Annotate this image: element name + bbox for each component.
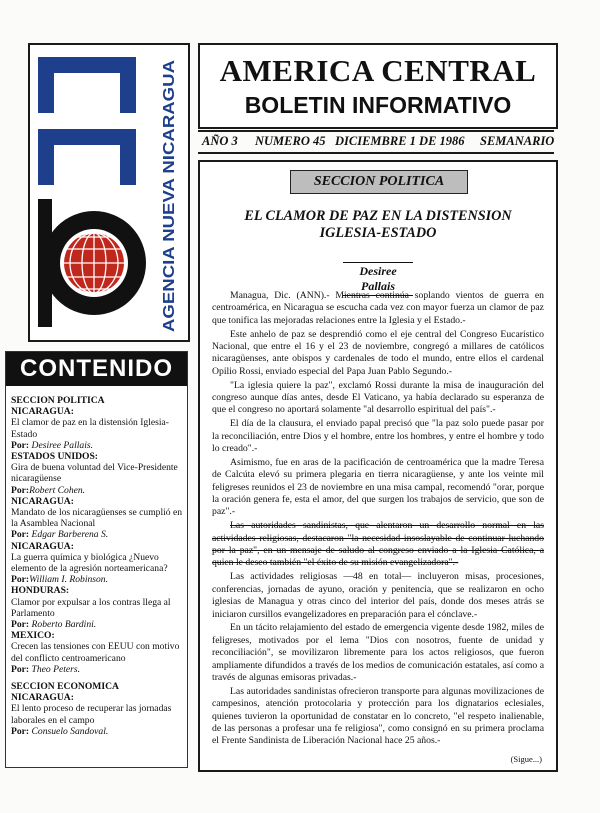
article-paragraph: Asimismo, fue en aras de la pacificación de centroamérica que la madre Teresa de Calcúta elevó su primera plegaria en tierra nicaragüense, y ante los veinte mil feligreses reunidos el 23 de noviembre en una misa campal, recomendó "orar, porque la oración genera fe, esta el amor, del que surgen los trabajos de servicio, que son de paz".- — [212, 456, 544, 518]
contents-entry — [11, 630, 183, 675]
contents-section: SECCION POLITICA — [11, 395, 105, 406]
article-paragraph: El día de la clausura, el enviado papal precisó que "la paz solo puede pasar por la reconciliación, entre Dios y el hombre, entre los hombres, y entre el hombre y todo lo creado".- — [212, 418, 544, 455]
article-paragraph: Managua, Dic. (ANN).- Mientras continúa soplando vientos de guerra en centroamérica, en Nicaragua se escucha cada vez con mayor fuerza un clamor de paz que tonifica las mejoradas relaciones entre la Iglesia y el Estado.- — [212, 290, 544, 326]
article-body — [212, 290, 544, 749]
contents-title: Mandato de los nicaragüenses se cumplió en la Asamblea Nacional — [11, 507, 183, 530]
contents-entry — [11, 681, 183, 737]
publication-subtitle: BOLETIN INFORMATIVO — [244, 92, 512, 118]
svg-text:AGENCIA NUEVA NICARAGUA: AGENCIA NUEVA NICARAGUA — [161, 105, 178, 332]
contents-author: Por: Roberto Bardini. — [11, 619, 97, 631]
article-headline — [200, 208, 556, 242]
headline-line-1: EL CLAMOR DE PAZ EN LA DISTENSION — [244, 208, 512, 224]
publication-title: AMERICA CENTRAL — [219, 53, 537, 88]
contents-country: NICARAGUA: — [11, 406, 74, 418]
contents-title: Crecen las tensiones con EEUU con motivo del conflicto centroamericano — [11, 641, 180, 664]
headline-line-2: IGLESIA-ESTADO — [319, 225, 437, 241]
contents-author: Por: Desiree Pallais. — [11, 439, 93, 451]
issue-year: AÑO 3 — [202, 134, 238, 148]
article-paragraph: En un tácito relajamiento del estado de emergencia vigente desde 1982, miles de feligreses, motivados por el lema "Dios con nosotros, fuente de unidad y reconciliación", se movilizaron libremente para los actos religiosos, que fueron ampliamente difundidos a través de los medios de comunicación estatales, así como a través de algunas emisoras privadas.- — [212, 622, 544, 683]
section-tag: SECCION POLITICA — [290, 170, 468, 194]
contents-entry — [11, 395, 183, 451]
article-paragraph: Las autoridades sandinistas, que alentaron un desarrollo normal en las actividades religiosas, destacaron "la necesidad insoslayable de continuar luchando por la paz", en un mensaje de saludo al congreso enviado a la Iglesia Católica, a quien le deseo también "el éxito de su misión evangelizadora".- — [212, 520, 544, 569]
contents-country: NICARAGUA: — [11, 540, 74, 552]
contents-author: Por:Robert Cohen. — [11, 484, 86, 496]
contents-title: La guerra química y biológica ¿Nuevo elemento de la agresión norteamericana? — [11, 551, 168, 575]
article-paragraph: Las actividades religiosas —48 en total— incluyeron misas, procesiones, conferencias, jornadas de ayuno, oración y penitencia, que se realizaron en ocho iglesias de Managua y otras cinco del interior del país, donde dos meses atrás se iniciaron cursillos evangelizadores en preparación para el cónclave.- — [212, 571, 544, 620]
contents-title: Clamor por expulsar a los contras llega al Parlamento — [11, 596, 171, 619]
contents-author: Por:William I. Robinson. — [11, 574, 109, 586]
contents-country: HONDURAS: — [11, 585, 70, 597]
contents-title: El lento proceso de recuperar las jornadas laborales en el campo — [11, 703, 172, 726]
article-paragraph: Las autoridades sandinistas ofrecieron transporte para algunas movilizaciones de campesinos, atención protocolaria y protección para los dignatarios eclesiales, quienes tuvieron la oportunidad de constatar en lo concreto, "el respeto inalienable, de las personas a profesar una fe religiosa", como consignó en su primera proclama el Frente Sandinista de Liberación Nacional hace 25 años.- — [212, 685, 544, 747]
contents-country: MEXICO: — [11, 630, 55, 642]
article-paragraph: Este anhelo de paz se desprendió como el eje central del Congreso Eucarístico Nacional, que entre el 16 y el 23 de noviembre, congregó a millares de católicos nicaragüenses, ante obispos y cardenales de todo el mundo, entre ellos el cardenal Opilio Rossi, enviado especial del Papa Juan Pablo Segundo.- — [212, 328, 544, 377]
contents-country: NICARAGUA: — [11, 692, 74, 704]
continued-label: (Sigue...) — [510, 754, 542, 764]
main-article — [198, 160, 558, 772]
contents-title: Gira de buena voluntad del Vice-Presidente nicaragüense — [11, 462, 178, 485]
contents-entry — [11, 451, 183, 496]
contents-list — [11, 392, 183, 737]
masthead — [198, 43, 558, 129]
contents-author: Por: Theo Peters. — [11, 663, 81, 675]
ann-logo-mark — [32, 49, 148, 339]
ann-logo — [28, 43, 190, 342]
contents-box — [5, 351, 188, 768]
contents-country: ESTADOS UNIDOS: — [11, 451, 98, 463]
contents-section: SECCION ECONOMICA — [11, 681, 119, 693]
issue-line — [198, 130, 554, 154]
contents-entry — [11, 541, 183, 586]
agency-name-vertical — [148, 50, 188, 340]
issue-date: DICIEMBRE 1 DE 1986 — [335, 134, 465, 148]
contents-title: El clamor de paz en la distensión Iglesia-Estado — [11, 417, 169, 440]
contents-country: NICARAGUA: — [11, 495, 74, 507]
article-byline: Desiree Pallais — [343, 262, 413, 296]
issue-frequency: SEMANARIO — [480, 134, 555, 148]
article-paragraph: "La iglesia quiere la paz", exclamó Rossi durante la misa de inauguración del congreso aunque días antes, desde El Vaticano, ya había declarado su esperanza de que el congreso no aportará solamente "al desarrollo espiritual del país".- — [212, 379, 544, 416]
contents-author: Por: Consuelo Sandoval. — [11, 725, 109, 737]
issue-number: NUMERO 45 — [255, 134, 326, 148]
contents-entry — [11, 496, 183, 541]
contents-author: Por: Edgar Barberena S. — [11, 529, 109, 541]
contents-heading: CONTENIDO — [6, 352, 187, 386]
contents-entry — [11, 585, 183, 630]
